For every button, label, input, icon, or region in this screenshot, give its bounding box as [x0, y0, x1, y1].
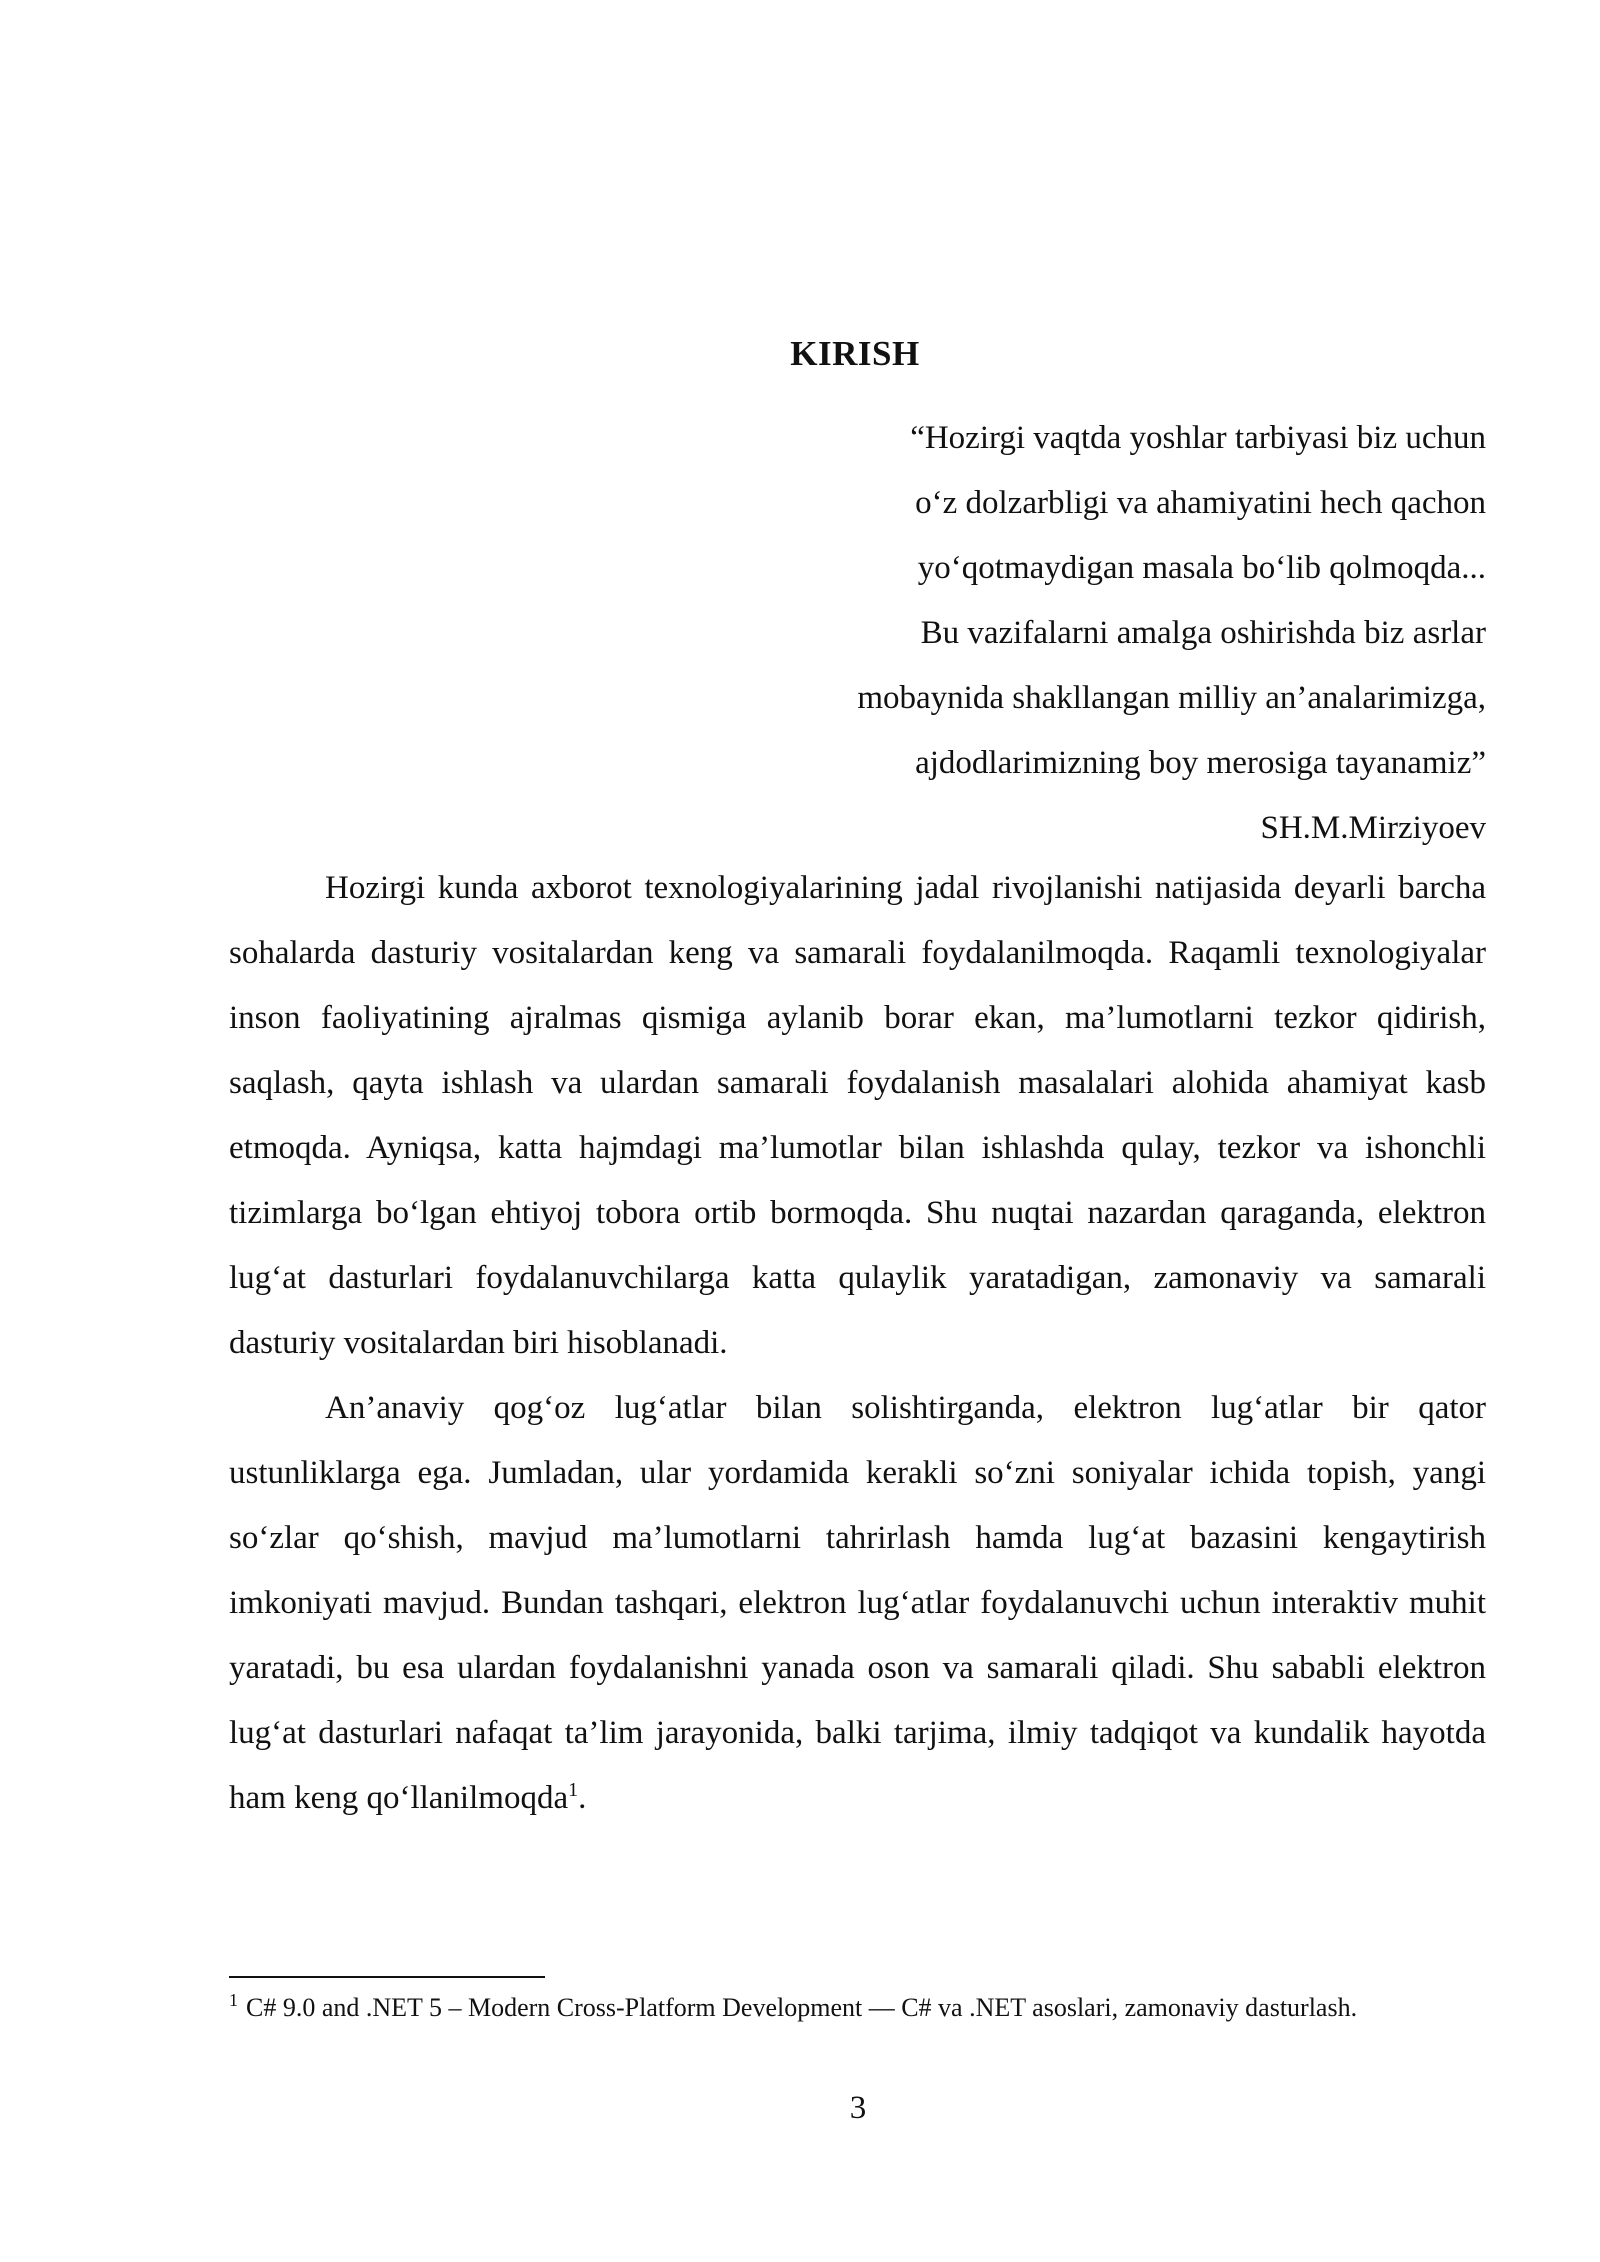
epigraph [586, 406, 1486, 861]
paragraph [229, 1376, 1486, 1831]
footnote-text: C# 9.0 and .NET 5 – Modern Cross-Platform Development — C# va .NET asoslari, zamonaviy dasturlash. [246, 1993, 1358, 2022]
epigraph-line: Bu vazifalarni amalga oshirishda biz asrlar [920, 615, 1486, 651]
footnote [229, 1990, 1529, 2026]
paragraph [229, 856, 1486, 1376]
page-number: 3 [849, 2090, 867, 2126]
paragraph-text: Hozirgi kunda axborot texnologiyalarining jadal rivojlanishi natijasida deyarli barcha sohalarda dasturiy vositalardan keng va samarali foydalanilmoqda. Raqamli texnologiyalar inson faoliyatining ajralmas qismiga aylanib borar ekan, ma’lumotlarni tezkor qidirish, saqlash, qayta ishlash va ulardan samarali foydalanish masalalari alohida ahamiyat kasb etmoqda. Ayniqsa, katta hajmdagi ma’lumotlar bilan ishlashda qulay, tezkor va ishonchli tizimlarga bo‘lgan ehtiyoj tobora ortib bormoqda. Shu nuqtai nazardan qaraganda, elektron lug‘at dasturlari foydalanuvchilarga katta qulaylik yaratadigan, zamonaviy va samarali dasturiy vositalardan biri hisoblanadi. [229, 870, 1486, 1361]
footnote-separator [229, 1976, 545, 1978]
section-title: KIRISH [790, 334, 920, 373]
footnote-reference[interactable]: 1 [568, 1779, 579, 1801]
epigraph-line: mobaynida shakllangan milliy an’analarimizga, [857, 680, 1486, 716]
epigraph-author: SH.M.Mirziyoev [1260, 810, 1486, 846]
epigraph-line: yo‘qotmaydigan masala bo‘lib qolmoqda... [917, 550, 1486, 586]
paragraph-end: . [578, 1780, 587, 1816]
epigraph-line: ajdodlarimizning boy merosiga tayanamiz” [915, 745, 1486, 781]
epigraph-line: o‘z dolzarbligi va ahamiyatini hech qachon [915, 485, 1486, 521]
paragraph-text: An’anaviy qog‘oz lug‘atlar bilan solishtirganda, elektron lug‘atlar bir qator ustunliklarga ega. Jumladan, ular yordamida kerakli so‘zni soniyalar ichida topish, yangi so‘zlar qo‘shish, mavjud ma’lumotlarni tahrirlash hamda lug‘at bazasini kengaytirish imkoniyati mavjud. Bundan tashqari, elektron lug‘atlar foydalanuvchi uchun interaktiv muhit yaratadi, bu esa ulardan foydalanishni yanada oson va samarali qiladi. Shu sababli elektron lug‘at dasturlari nafaqat ta’lim jarayonida, balki tarjima, ilmiy tadqiqot va kundalik hayotda ham keng qo‘llanilmoqda [229, 1390, 1486, 1816]
epigraph-line: “Hozirgi vaqtda yoshlar tarbiyasi biz uchun [910, 420, 1486, 456]
footnote-mark: 1 [229, 1990, 238, 2011]
body-text [229, 856, 1486, 1831]
